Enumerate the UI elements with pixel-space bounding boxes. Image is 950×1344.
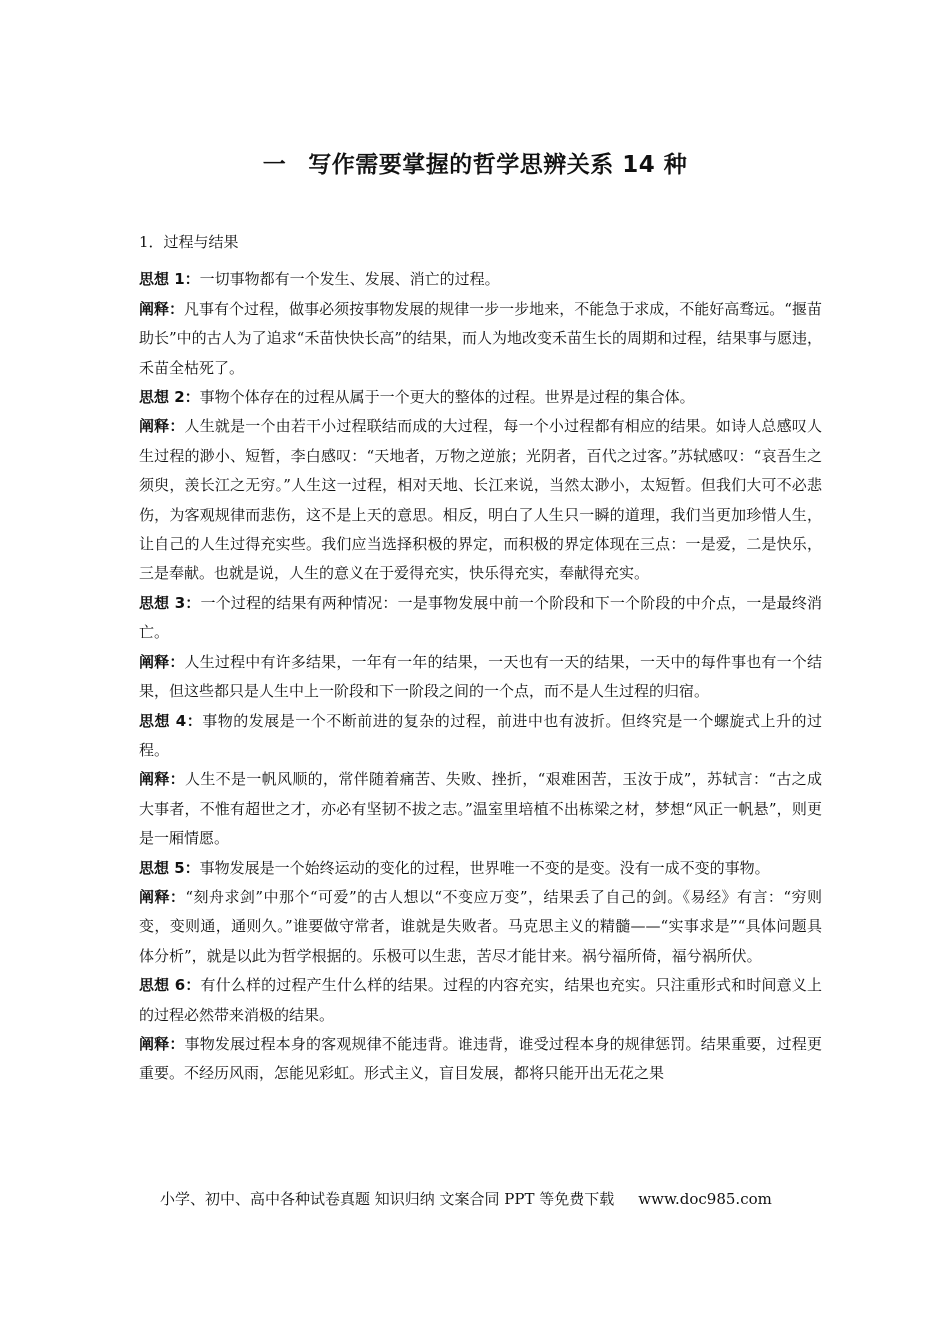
paragraph-explanation-5 [139,883,822,971]
paragraph-thought-3 [139,589,822,648]
paragraph-label: 阐释： [139,770,185,789]
paragraph-label: 阐释： [139,417,185,436]
paragraph-thought-6 [139,971,822,1030]
paragraph-text: 有什么样的过程产生什么样的结果。过程的内容充实，结果也充实。只注重形式和时间意义上的过程必然带来消极的结果。 [139,976,822,1024]
paragraph-text: 人生就是一个由若干小过程联结而成的大过程，每一个小过程都有相应的结果。如诗人总感叹人生过程的渺小、短暂，李白感叹：“天地者，万物之逆旅；光阴者，百代之过客。”苏轼感叹：“哀吾生之须臾，羡长江之无穷。”人生这一过程，相对天地、长江来说，当然太渺小，太短暂。但我们大可不必悲伤，为客观规律而悲伤，这不是上天的意思。相反，明白了人生只一瞬的道理，我们当更加珍惜人生，让自己的人生过得充实些。我们应当选择积极的界定，而积极的界定体现在三点：一是爱，二是快乐，三是奉献。也就是说，人生的意义在于爱得充实，快乐得充实，奉献得充实。 [139,417,822,583]
paragraph-explanation-6 [139,1030,822,1089]
paragraph-label: 思想 2： [139,388,200,407]
paragraph-text: “刻舟求剑”中那个“可爱”的古人想以“不变应万变”，结果丢了自己的剑。《易经》有言：“穷则变，变则通，通则久。”谁要做守常者，谁就是失败者。马克思主义的精髓——“实事求是”“具体问题具体分析”，就是以此为哲学根据的。乐极可以生悲，苦尽才能甘来。祸兮福所倚，福兮祸所伏。 [139,887,822,965]
paragraph-label: 思想 4： [139,711,203,730]
paragraph-text: 人生过程中有许多结果，一年有一年的结果，一天也有一天的结果，一天中的每件事也有一个结果，但这些都只是人生中上一阶段和下一阶段之间的一个点，而不是人生过程的归宿。 [139,652,822,701]
paragraph-label: 阐释： [139,1034,185,1053]
paragraph-text: 事物发展过程本身的客观规律不能违背。谁违背，谁受过程本身的规律惩罚。结果重要，过程更重要。不经历风雨，怎能见彩虹。形式主义，盲目发展，都将只能开出无花之果 [139,1034,822,1083]
paragraph-label: 阐释： [139,887,186,906]
paragraph-text: 事物的发展是一个不断前进的复杂的过程，前进中也有波折。但终究是一个螺旋式上升的过程。 [139,711,822,759]
page-footer [160,1188,772,1209]
paragraph-thought-2 [139,383,822,412]
paragraph-text: 凡事有个过程，做事必须按事物发展的规律一步一步地来，不能急于求成，不能好高骛远。“揠苗助长”中的古人为了追求“禾苗快快长高”的结果，而人为地改变禾苗生长的周期和过程，结果事与愿违，禾苗全枯死了。 [139,299,823,377]
title-number: 一 [262,152,287,178]
paragraph-label: 思想 5： [139,858,200,877]
paragraph-explanation-1 [139,295,822,383]
paragraph-label: 思想 6： [139,976,201,995]
paragraph-explanation-2 [139,412,822,588]
footer-url-link[interactable]: www.doc985.com [638,1190,772,1208]
paragraph-text: 一切事物都有一个发生、发展、消亡的过程。 [199,270,500,289]
paragraph-thought-1 [139,265,822,294]
paragraph-explanation-4 [139,765,822,853]
paragraph-label: 阐释： [139,652,185,671]
paragraph-text: 一个过程的结果有两种情况：一是事物发展中前一个阶段和下一个阶段的中介点，一是最终消亡。 [139,593,822,642]
paragraph-thought-5 [139,854,822,883]
paragraph-label: 思想 1： [139,270,200,289]
document-body [139,228,822,1089]
section-heading: 1．过程与结果 [139,233,239,251]
paragraph-text: 人生不是一帆风顺的，常伴随着痛苦、失败、挫折，“艰难困苦，玉汝于成”，苏轼言：“古之成大事者，不惟有超世之才，亦必有坚韧不拔之志。”温室里培植不出栋梁之材，梦想“风正一帆悬”，则更是一厢情愿。 [139,770,822,848]
paragraph-label: 思想 3： [139,593,201,612]
paragraph-label: 阐释： [139,299,185,318]
paragraph-text: 事物个体存在的过程从属于一个更大的整体的过程。世界是过程的集合体。 [199,388,695,407]
paragraph-text: 事物发展是一个始终运动的变化的过程，世界唯一不变的是变。没有一成不变的事物。 [199,858,770,877]
title-text: 写作需要掌握的哲学思辨关系 14 种 [308,152,688,178]
paragraph-thought-4 [139,707,822,766]
footer-text: 小学、初中、高中各种试卷真题 知识归纳 文案合同 PPT 等免费下载 [160,1190,615,1208]
page-title [0,146,950,179]
paragraph-explanation-3 [139,648,822,707]
